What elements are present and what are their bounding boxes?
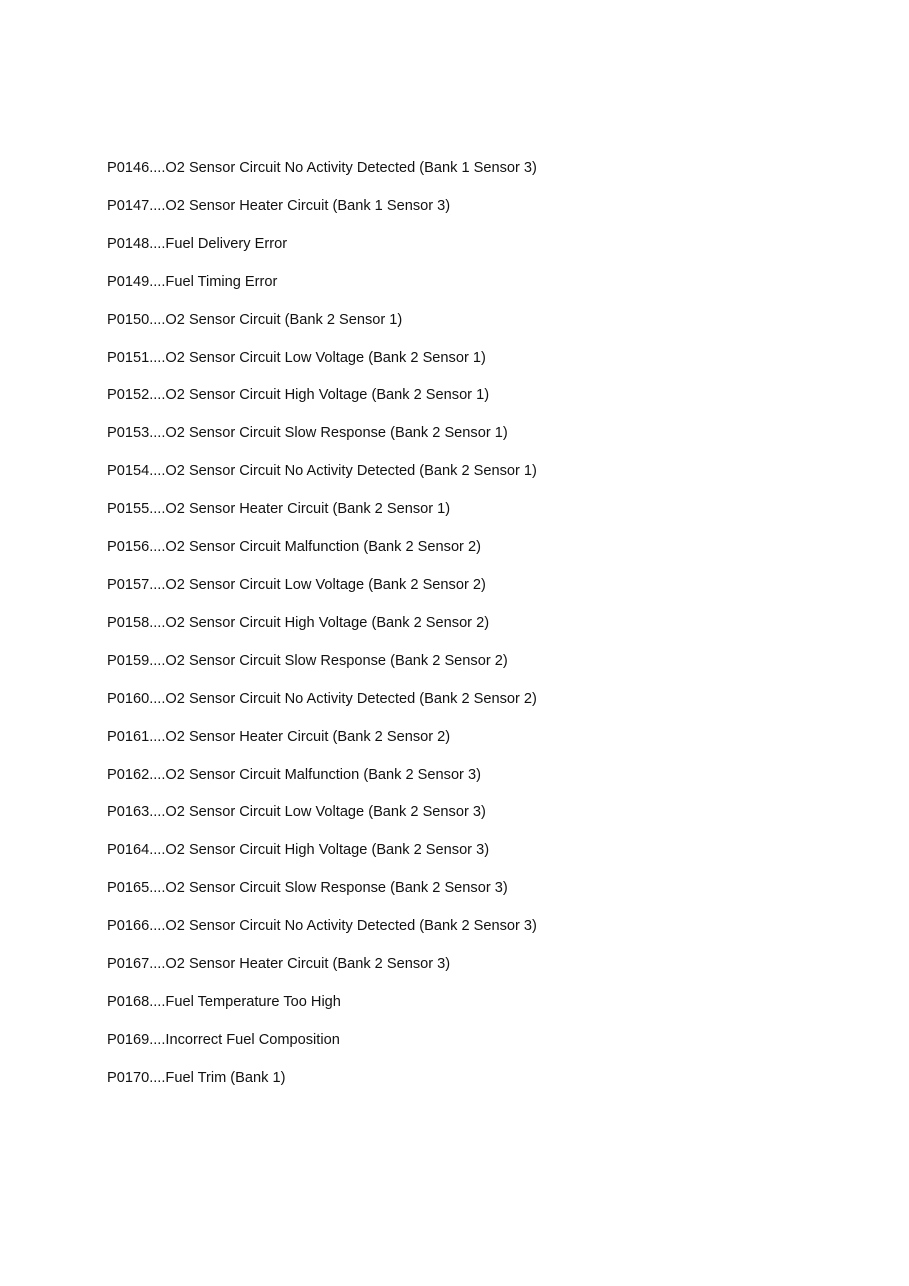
code-description: O2 Sensor Circuit (Bank 2 Sensor 1) bbox=[165, 311, 403, 328]
code-description: Fuel Timing Error bbox=[165, 273, 278, 290]
code-id: P0169 bbox=[107, 1031, 150, 1048]
code-entry bbox=[107, 800, 537, 838]
code-separator: .... bbox=[149, 311, 166, 328]
code-entry bbox=[107, 156, 537, 194]
code-entry bbox=[107, 232, 537, 270]
code-entry bbox=[107, 952, 537, 990]
code-description: Incorrect Fuel Composition bbox=[165, 1031, 340, 1048]
code-id: P0164 bbox=[107, 842, 150, 859]
code-entry bbox=[107, 346, 537, 384]
code-entry bbox=[107, 497, 537, 535]
code-id: P0167 bbox=[107, 956, 150, 973]
code-separator: .... bbox=[149, 993, 166, 1010]
code-description: O2 Sensor Circuit No Activity Detected (Bank 1 Sensor 3) bbox=[165, 160, 537, 176]
code-entry bbox=[107, 194, 537, 232]
code-separator: .... bbox=[149, 804, 166, 821]
code-description: O2 Sensor Circuit High Voltage (Bank 2 Sensor 3) bbox=[165, 842, 490, 859]
code-id: P0165 bbox=[107, 880, 150, 897]
code-id: P0154 bbox=[107, 463, 150, 480]
code-separator: .... bbox=[149, 690, 166, 707]
code-separator: .... bbox=[149, 766, 166, 783]
code-entry bbox=[107, 763, 537, 801]
code-description: O2 Sensor Circuit No Activity Detected (Bank 2 Sensor 2) bbox=[165, 690, 537, 707]
code-separator: .... bbox=[149, 349, 166, 366]
code-entry bbox=[107, 421, 537, 459]
code-description: O2 Sensor Heater Circuit (Bank 2 Sensor 1) bbox=[165, 501, 451, 518]
code-entry bbox=[107, 914, 537, 952]
code-entry bbox=[107, 573, 537, 611]
code-id: P0151 bbox=[107, 349, 150, 366]
code-separator: .... bbox=[149, 842, 166, 859]
code-entry bbox=[107, 1028, 537, 1066]
code-description: O2 Sensor Circuit No Activity Detected (Bank 2 Sensor 3) bbox=[165, 918, 537, 935]
code-description: O2 Sensor Circuit Low Voltage (Bank 2 Sensor 3) bbox=[165, 804, 486, 821]
code-id: P0148 bbox=[107, 235, 150, 252]
code-separator: .... bbox=[149, 956, 166, 973]
code-entry bbox=[107, 383, 537, 421]
code-separator: .... bbox=[149, 1031, 166, 1048]
code-description: O2 Sensor Heater Circuit (Bank 2 Sensor 2) bbox=[165, 728, 451, 745]
code-description: Fuel Temperature Too High bbox=[165, 993, 341, 1010]
code-entry bbox=[107, 649, 537, 687]
code-description: O2 Sensor Heater Circuit (Bank 1 Sensor 3) bbox=[165, 197, 451, 214]
code-description: O2 Sensor Circuit Low Voltage (Bank 2 Sensor 2) bbox=[165, 576, 486, 593]
code-id: P0158 bbox=[107, 614, 150, 631]
code-id: P0157 bbox=[107, 576, 150, 593]
diagnostic-code-list bbox=[107, 156, 537, 1104]
code-entry bbox=[107, 725, 537, 763]
code-id: P0153 bbox=[107, 425, 150, 442]
code-id: P0163 bbox=[107, 804, 150, 821]
code-description: O2 Sensor Circuit High Voltage (Bank 2 Sensor 1) bbox=[165, 387, 490, 404]
code-separator: .... bbox=[149, 652, 166, 669]
code-id: P0155 bbox=[107, 501, 150, 518]
code-separator: .... bbox=[149, 728, 166, 745]
code-id: P0166 bbox=[107, 918, 150, 935]
code-description: O2 Sensor Circuit No Activity Detected (Bank 2 Sensor 1) bbox=[165, 463, 537, 480]
code-separator: .... bbox=[149, 387, 166, 404]
code-entry bbox=[107, 535, 537, 573]
code-separator: .... bbox=[149, 235, 166, 252]
code-id: P0162 bbox=[107, 766, 150, 783]
code-separator: .... bbox=[149, 197, 166, 214]
code-id: P0146 bbox=[107, 160, 150, 176]
code-separator: .... bbox=[149, 425, 166, 442]
code-description: Fuel Delivery Error bbox=[165, 235, 288, 252]
code-id: P0159 bbox=[107, 652, 150, 669]
code-id: P0152 bbox=[107, 387, 150, 404]
code-separator: .... bbox=[149, 539, 166, 556]
code-id: P0156 bbox=[107, 539, 150, 556]
code-entry bbox=[107, 459, 537, 497]
code-separator: .... bbox=[149, 1069, 166, 1086]
code-separator: .... bbox=[149, 463, 166, 480]
code-description: O2 Sensor Circuit Slow Response (Bank 2 Sensor 2) bbox=[165, 652, 508, 669]
code-entry bbox=[107, 611, 537, 649]
code-separator: .... bbox=[149, 160, 166, 176]
code-separator: .... bbox=[149, 880, 166, 897]
code-entry bbox=[107, 990, 537, 1028]
code-entry bbox=[107, 1066, 537, 1104]
code-description: O2 Sensor Circuit Malfunction (Bank 2 Sensor 3) bbox=[165, 766, 481, 783]
code-description: O2 Sensor Circuit High Voltage (Bank 2 Sensor 2) bbox=[165, 614, 490, 631]
code-separator: .... bbox=[149, 918, 166, 935]
code-entry bbox=[107, 308, 537, 346]
code-separator: .... bbox=[149, 273, 166, 290]
code-id: P0161 bbox=[107, 728, 150, 745]
code-id: P0160 bbox=[107, 690, 150, 707]
code-description: O2 Sensor Circuit Slow Response (Bank 2 Sensor 1) bbox=[165, 425, 508, 442]
code-description: Fuel Trim (Bank 1) bbox=[165, 1069, 286, 1086]
code-entry bbox=[107, 687, 537, 725]
code-id: P0150 bbox=[107, 311, 150, 328]
code-description: O2 Sensor Circuit Slow Response (Bank 2 Sensor 3) bbox=[165, 880, 508, 897]
code-id: P0147 bbox=[107, 197, 150, 214]
code-id: P0170 bbox=[107, 1069, 150, 1086]
code-description: O2 Sensor Circuit Low Voltage (Bank 2 Sensor 1) bbox=[165, 349, 486, 366]
code-id: P0149 bbox=[107, 273, 150, 290]
code-separator: .... bbox=[149, 501, 166, 518]
code-entry bbox=[107, 270, 537, 308]
code-description: O2 Sensor Heater Circuit (Bank 2 Sensor 3) bbox=[165, 956, 451, 973]
code-id: P0168 bbox=[107, 993, 150, 1010]
code-separator: .... bbox=[149, 614, 166, 631]
code-entry bbox=[107, 876, 537, 914]
code-separator: .... bbox=[149, 576, 166, 593]
code-entry bbox=[107, 838, 537, 876]
code-description: O2 Sensor Circuit Malfunction (Bank 2 Sensor 2) bbox=[165, 539, 481, 556]
